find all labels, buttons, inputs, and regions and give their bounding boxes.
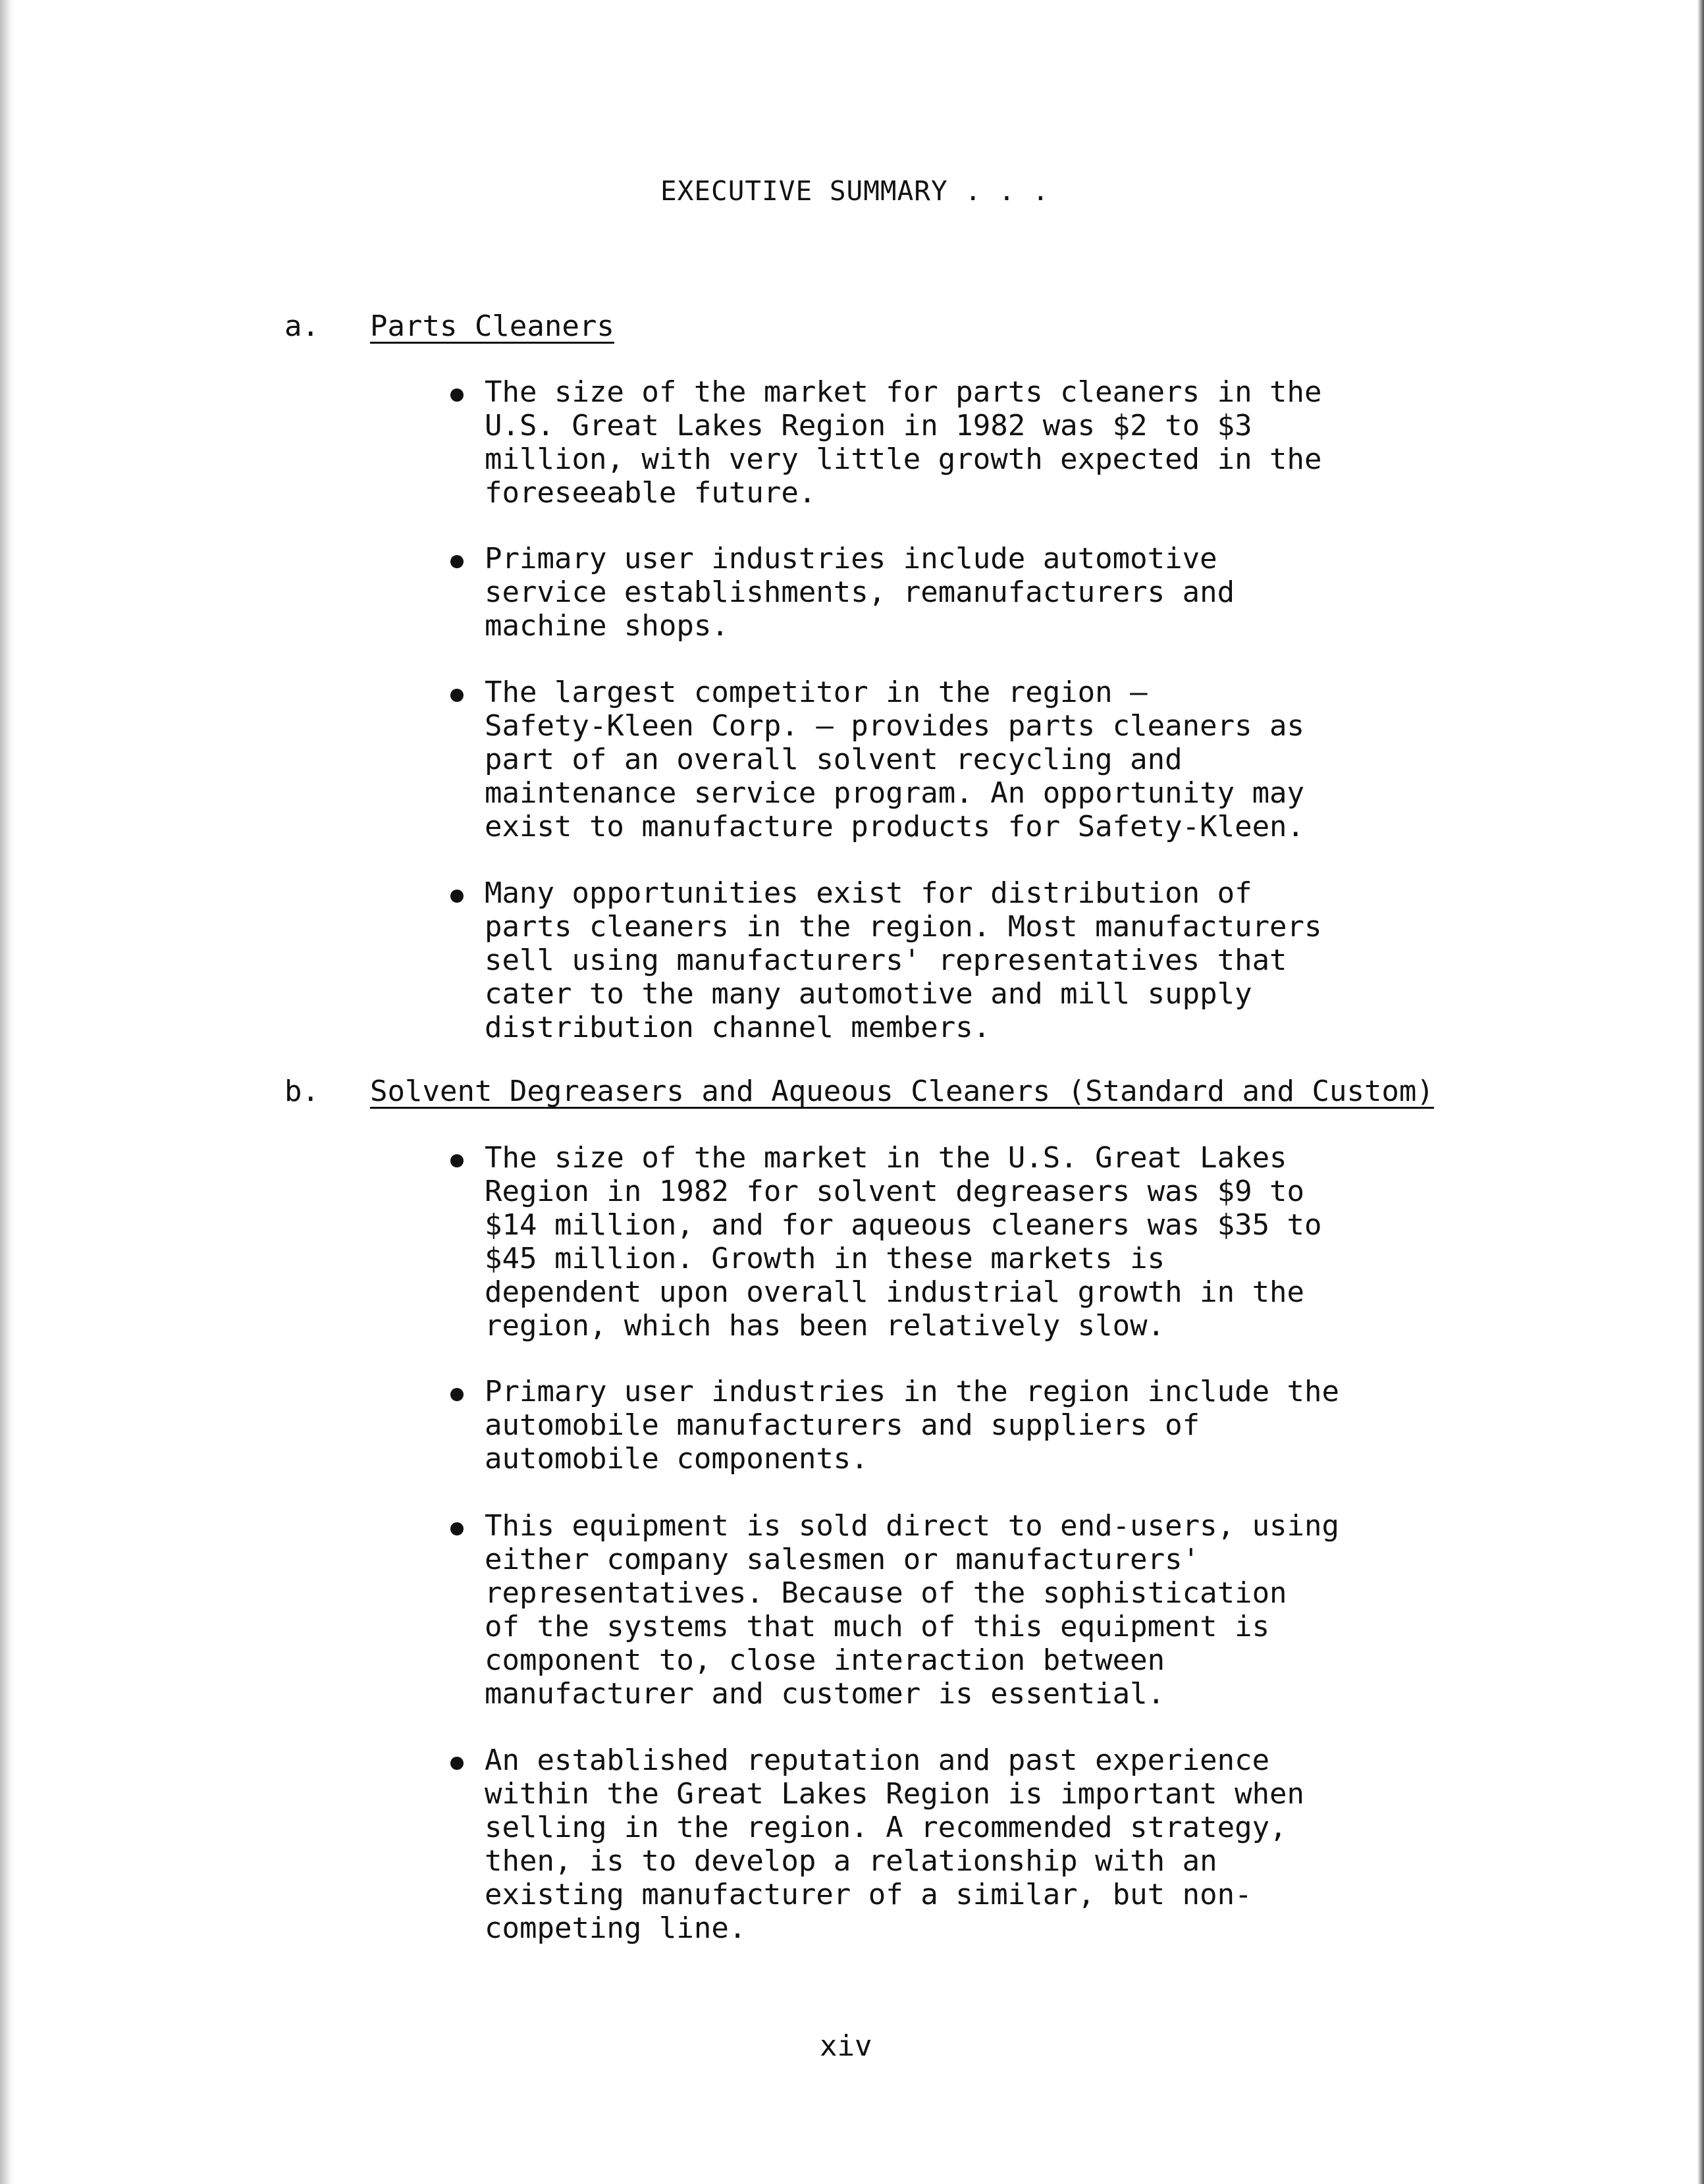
document-title: EXECUTIVE SUMMARY . . . <box>660 175 1050 207</box>
bullet-icon <box>450 1388 464 1401</box>
bullet-icon <box>450 555 464 568</box>
bullet-icon <box>450 1154 464 1167</box>
page-number: xiv <box>820 2029 872 2063</box>
section-title: Solvent Degreasers and Aqueous Cleaners (Standard and Custom) <box>370 1075 1434 1108</box>
bullet-text: Primary user industries include automotive service establishments, remanufacturers and machine shops. <box>485 542 1235 643</box>
bullet-text: Many opportunities exist for distribution of parts cleaners in the region. Most manufacturers sell using manufacturers' representatives that cater to the many automotive and mill supply distribution channel members. <box>485 876 1322 1044</box>
section-letter: b. <box>284 1075 319 1108</box>
bullet-text: The largest competitor in the region — Safety-Kleen Corp. — provides parts cleaners as part of an overall solvent recycling and maintenance service program. An opportunity may exist to manufacture products for Safety-Kleen. <box>485 676 1305 843</box>
bullet-icon <box>450 1522 464 1535</box>
section-b-heading <box>284 1075 1434 1209</box>
section-a-heading <box>284 309 614 444</box>
scan-edge-right <box>1697 0 1704 2184</box>
bullet-text: An established reputation and past experience within the Great Lakes Region is important when selling in the region. A recommended strategy, then, is to develop a relationship with an existing manufacturer of a similar, but non- competing line. <box>485 1744 1305 1945</box>
section-title: Parts Cleaners <box>370 309 614 343</box>
scan-edge-left <box>0 0 14 2184</box>
bullet-text: The size of the market in the U.S. Great Lakes Region in 1982 for solvent degreasers was $9 to $14 million, and for aqueous cleaners was $35 to $45 million. Growth in these markets is dependent upon overall industrial growth in the region, which has been relatively slow. <box>485 1141 1322 1343</box>
bullet-icon <box>450 689 464 702</box>
bullet-text: Primary user industries in the region include the automobile manufacturers and suppliers of automobile components. <box>485 1375 1340 1476</box>
bullet-icon <box>450 1757 464 1770</box>
bullet-text: The size of the market for parts cleaners in the U.S. Great Lakes Region in 1982 was $2 to $3 million, with very little growth expected in the foreseeable future. <box>485 375 1322 510</box>
section-letter: a. <box>284 309 319 343</box>
bullet-icon <box>450 890 464 903</box>
bullet-text: This equipment is sold direct to end-users, using either company salesmen or manufacturers' representatives. Because of the sophistication of the systems that much of this equipment is component to, close interaction between manufacturer and customer is essential. <box>485 1509 1340 1711</box>
bullet-icon <box>450 388 464 402</box>
